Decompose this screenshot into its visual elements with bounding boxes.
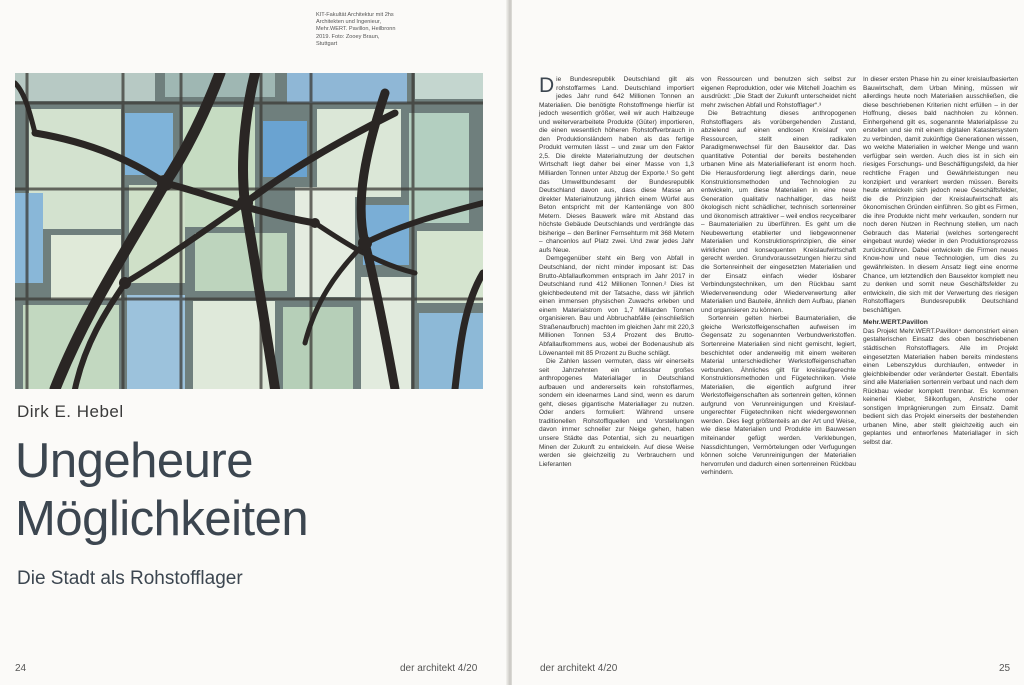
magazine-footer-right: der architekt 4/20 bbox=[540, 663, 618, 674]
magazine-footer-left: der architekt 4/20 bbox=[400, 663, 478, 674]
page-number-right: 25 bbox=[999, 663, 1011, 674]
paragraph bbox=[539, 76, 694, 255]
article-subtitle: Die Stadt als Rohstofflager bbox=[17, 568, 243, 589]
section-heading: Mehr.WERT.Pavillon bbox=[863, 319, 928, 327]
drop-cap: D bbox=[539, 74, 555, 97]
paragraph: Die Zahlen lassen vermuten, dass wir einerseits seit Jahrzehnten ein unfassbar großes anthropogenes Materiallager in Deutschland aufbauen und andererseits kein rohstoffarmes, sondern ein ideenarmes Land sind, wenn es darum geht, dieses gigantische Materiallager zu nutzen. Oder anders formuliert: Während unsere traditionellen Rohstofflquellen und Vorstellungen davon immer schneller zur Neige gehen, haben unsere Städte das Potential, sich zu neuartigen Minen der Zukunft zu entwickeln. Auf diese Weise werden sie gleichzeitig zu Verbrauchern und Lieferanten bbox=[539, 358, 694, 468]
headline-line-2: Möglichkeiten bbox=[15, 492, 309, 546]
text-column-2 bbox=[701, 76, 856, 478]
paragraph-text: ie Bundesrepublik Deutschland gilt als rohstoffarmes Land. Deutschland importiert jedes Jahr rund 642 Millionen Tonnen an Materialien. Die benötigte Rohstoffmenge hierfür ist jedoch wesentlich größer, weil wir auch Halbzeuge und weiterverarbeitete Produkte (Güter) importieren, die einen wesentlich höheren Rohstoffverbrauch in den Produktionsländern haben als das fertige Produkt vermuten lässt – und zwar um den Faktor 2,5. Die direkte Materialnutzung der deutschen Wirtschaft liegt daher bei einer Masse von 1,3 Milliarden Tonnen unter Abzug der Exporte.¹ So geht das Umweltbundesamt der Bundesrepublik Deutschland davon aus, dass diese Masse an direkter Materialnutzung jährlich einem Würfel aus Beton entspricht mit der Kantenlänge von 800 Metern. Dieses Bauwerk wäre mit Abstand das höchste Gebäude Deutschlands und verdrängte das bisherige – den Berliner Fernsehturm mit 368 Metern – chancenlos auf Platz zwei. Und zwar jedes Jahr aufs Neue. bbox=[539, 76, 694, 254]
page-number-left: 24 bbox=[15, 663, 27, 674]
photo-caption: KIT-Fakultät Architektur mit 2hs Architekten und Ingenieur, Mehr.WERT. Pavillon, Heilbronn 2019. Foto: Zooey Braun, Stuttgart bbox=[316, 12, 396, 47]
author-name: Dirk E. Hebel bbox=[17, 402, 124, 421]
left-page bbox=[0, 0, 508, 685]
headline-line-1: Ungeheure bbox=[15, 434, 253, 488]
article-headline bbox=[15, 432, 485, 548]
paragraph: Das Projekt Mehr.WERT.Pavillon⁴ demonstriert einen gestalterischen Einsatz des oben beschriebenen städtischen Rohstofflagers. Alle im Projekt eingesetzten Materialien haben bereits mindestens einen Lebenszyklus durchlaufen, entweder in gleichbleibender oder veränderter Gestalt. Ebenfalls sind alle Materialien sortenrein verbaut und nach dem Rückbau wieder komplett trennbar. Es kommen keinerlei Kleber, Silikonfugen, Anstriche oder sonstigen Imprägnierungen zum Einsatz. Damit bedient sich das Projekt einerseits der bestehenden urbanen Mine, aber stellt gleichzeitig auch ein geplantes und entworfenes Materiallager in sich selbst dar. bbox=[863, 327, 1018, 446]
text-column-1 bbox=[539, 76, 694, 469]
text-column-3 bbox=[863, 76, 1018, 448]
paragraph: In dieser ersten Phase hin zu einer kreislaufbasierten Bauwirtschaft, dem Urban Mining, müssen wir allerdings heute noch Materialien ausschließen, die diese beschriebenen Kriterien nicht erfüllen – in der Hoffnung, dieses bald nachholen zu können. Einhergehend gilt es, sogenannte Materialpässe zu erstellen und sie mit einem digitalen Katastersystem zu verbinden, damit zukünftige Generationen wissen, wo welche Materialien in welcher Menge und wann verfügbar sein werden. Auch dies ist in sich ein riesiges Forschungs- und Beschäftigungsfeld, da hier rechtliche Fragen und Gewährleistungen neu konzipiert und verankert werden müssen. Bereits heute entwickeln sich jedoch neue Geschäftsfelder, die die Prinzipien der Kreislaufwirtschaft als ökonomischen Gründen einführen. So gibt es Firmen, die ihre Produkte nicht mehr verkaufen, sondern nur noch deren Nutzen in Rechnung stellen, um nach Gebrauch das Material (welches sortengerecht eingebaut wurde) wieder in den Produktionsprozess zurückzuführen. Dabei entwickeln die Firmen neues Know-how und neue Technologien, um dies zu gewährleisten. In diesem Ansatz liegt eine enorme Chance, um letztendlich den Bausektor komplett neu zu denken und somit neue Geschäftsfelder zu entwickeln, die sich mit der Verwertung des riesigen Rohstofflagers Bundesrepublik Deutschland beschäftigen. bbox=[863, 76, 1018, 314]
right-page bbox=[512, 0, 1024, 685]
paragraph: Sortenrein gelten hierbei Baumaterialien, die gleiche Werkstoffeigenschaften aufweisen im Gegensatz zu sogenannten Verbundwerkstoffen. Sortenreine Materialien sind nicht gemischt, legiert, beschichtet oder anderweitig mit einem weiteren Material unterschiedlicher Werkstoffeigenschaften verbunden. Ähnliches gilt für kreislaufgerechte Konstruktionsmethoden und Fügetechniken. Viele Materialien, die eigentlich aufgrund ihrer Werkstoffeigenschaften als sortenrein gelten, können aufgrund von Verunreinigungen und Kreislauf-ungerechter Fügetechniken nicht wiedergewonnen werden. Dies liegt größtenteils an der Art und Weise, wie diese Materialien und Produkte im Bauwesen miteinander gefügt werden. Verklebungen, Nassdichtungen, Vermörtelungen oder Verfugungen können solche Verunreinigungen der Materialien hervorrufen und dadurch einen sortenreinen Rückbau verhindern. bbox=[701, 315, 856, 477]
paragraph: Demgegenüber steht ein Berg von Abfall in Deutschland, der nicht minder imposant ist: Das Brutto-Abfallaufkommen entsprach im Jahr 2017 in Deutschland rund 412 Millionen Tonnen.² Dies ist gleichbedeutend mit der Tatsache, dass wir jährlich einen immensen physischen Zuwachs erleben und einem Materialstrom von 1,7 Milliarden Tonnen organisieren. Bau und Abbruchabfälle (einschließlich Straßenaufbruch) machten im gleichen Jahr mit 220,3 Millionen Tonnen 53,4 Prozent des Brutto-Abfallaufkommens aus, wobei der Bodenaushub als Löwenanteil mit 85 Prozent zu Buche schlägt. bbox=[539, 255, 694, 357]
pavilion-photo bbox=[15, 73, 483, 389]
paragraph: Die Betrachtung dieses anthropogenen Rohstofflagers als vorübergehenden Zustand, abzielend auf einen endlosen Kreislauf von Ressourcen, stellt einen radikalen Paradigmenwechsel für den Bausektor dar. Das quantitative Potential der bereits bestehenden urbanen Mine als Materiallieferant ist enorm hoch. Die Herausforderung liegt allerdings darin, neue Konstruktionsmethoden und Technologien zu entwickeln, um diese Materialien in eine neue Generation qualitativ nachhaltiger, das heißt ökologisch nicht schädlicher, technisch sortenreiner und ökonomisch attraktiver – weil endlos recycelbarer – Baumaterialien zu überführen. Es geht um die Neubewertung etablierter und liebgewonnener Materialien und Konstruktionsprinzipien, die einer wirklichen und konsequenten Kreislaufwirtschaft gerecht werden. Grundvoraussetzungen hierzu sind die Sortenreinheit der eingesetzten Materialien und der Einsatz einfach wieder lösbarer Verbindungstechniken, um den Rückbau samt Wiederverwendung oder Wiederverwertung aller Materialien und Bauteile, ähnlich dem Aufbau, planen und organisieren zu können. bbox=[701, 110, 856, 314]
paragraph: von Ressourcen und benutzen sich selbst zur eigenen Reproduktion, oder wie Mitchell Joachim es ausdrückt: „Die Stadt der Zukunft unterscheidet nicht mehr zwischen Abfall und Rohstofflager“.³ bbox=[701, 76, 856, 109]
